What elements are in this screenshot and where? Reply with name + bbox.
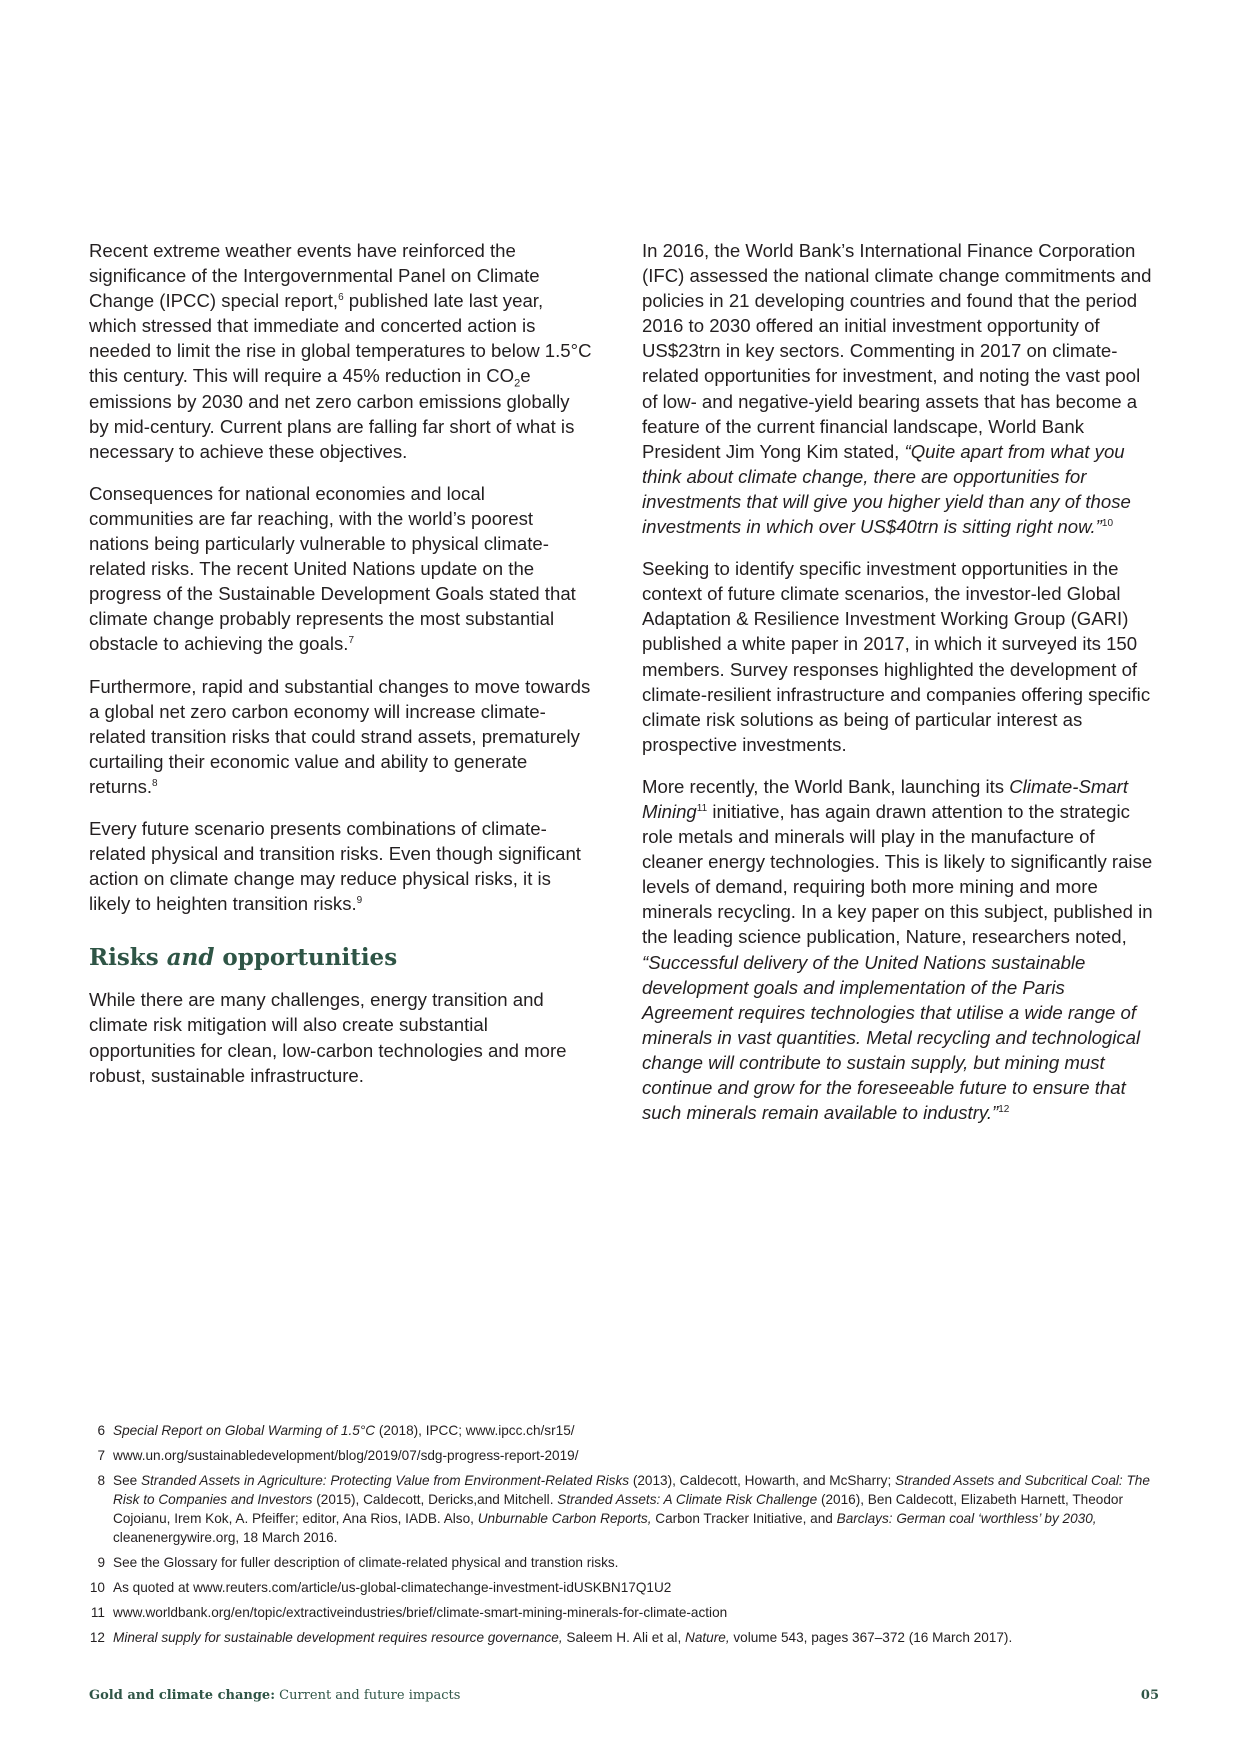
footnote [89,1578,1169,1597]
footnote-ref[interactable]: 8 [152,777,158,789]
footnote-run: (2016), Ben Caldecott, Elizabeth Harnett, Theodor Cojoianu, Irem Kok, A. Pfeiffer; editor, Ana Rios, IADB. Also, [113,1492,1123,1526]
footnote-number: 11 [90,1605,105,1620]
heading-text: Risks [89,944,167,972]
footnotes [89,1421,1169,1653]
footnote-title: Stranded Assets: A Climate Risk Challenge [557,1492,818,1507]
quote: “Quite apart from what you think about climate change, there are opportunities for investments that will give you higher yield than any of those investments in which over US$40trn is sitting right now.” [642,440,1131,538]
footnote [89,1421,1169,1440]
paragraph [89,816,594,916]
page-footer [89,1688,1159,1703]
section-heading [89,943,594,973]
footnote-title: Unburnable Carbon Reports, [477,1511,652,1526]
footnote-title: Nature, [685,1630,730,1645]
footnote-link[interactable]: www.worldbank.org/en/topic/extractiveindustries/brief/climate-smart-mining-minerals-for-climate-action [113,1605,728,1620]
footnote-title: Special Report on Global Warming of 1.5°C [113,1423,376,1438]
footnote-run: (2018), IPCC; www.ipcc.ch/sr15/ [375,1423,575,1438]
footnote-text [113,1628,1169,1647]
paragraph [642,238,1157,539]
paragraph [89,238,594,464]
footnote-title: Mineral supply for sustainable development requires resource governance, [113,1630,563,1645]
footnote-number: 9 [97,1555,105,1570]
page-number: 05 [1140,1688,1159,1703]
paragraph: While there are many challenges, energy transition and climate risk mitigation will also create substantial opportunities for clean, low-carbon technologies and more robust, sustainable infrastructure. [89,989,567,1086]
footnote-title: Barclays: German coal ‘worthless’ by 2030, [836,1511,1097,1526]
footnote-ref[interactable]: 10 [1101,517,1114,529]
footnote-text [113,1421,1169,1440]
paragraph: Seeking to identify specific investment opportunities in the context of future climate scenarios, the investor-led Global Adaptation & Resilience Investment Working Group (GARI) published a white paper in 2017, in which it surveyed its 150 members. Survey responses highlighted the development of climate-resilient infrastructure and companies offering specific climate risk solutions as being of particular interest as prospective investments. [642,558,1151,755]
right-column [642,238,1157,1142]
text-run: Consequences for national economies and local communities are far reaching, with the world’s poorest nations being particularly vulnerable to physical climate-related risks. The recent United Nations update on the progress of the Sustainable Development Goals stated that climate change probably represents the most substantial obstacle to achieving the goals. [89,482,576,655]
footnote-run: volume 543, pages 367–372 (16 March 2017). [729,1630,1013,1645]
footnote-ref[interactable]: 7 [348,635,355,647]
footnote-text: See the Glossary for fuller description of climate-related physical and transtion risks. [113,1555,619,1570]
footnote-number: 8 [97,1473,105,1488]
text-run: Every future scenario presents combinations of climate-related physical and transition risks. Even though significant action on climate change may reduce physical risks, it is likely to heighten transition risks. [89,817,581,915]
footnote-number: 12 [89,1630,105,1645]
footnote-link[interactable]: As quoted at www.reuters.com/article/us-global-climatechange-investment-idUSKBN17Q1U2 [113,1580,672,1595]
footnote [89,1603,1169,1622]
footnote-ref[interactable]: 12 [998,1103,1010,1115]
footnote-run: cleanenergywire.org, 18 March 2016. [113,1530,338,1545]
text-run: published late last year, which stressed that immediate and concerted action is needed to limit the rise in global temperatures to below 1.5°C this century. This will require a 45% reduction in CO [89,290,592,387]
footnote-ref[interactable]: 9 [356,895,363,907]
footer-title-rest: Current and future impacts [275,1688,461,1703]
text-run: e emissions by 2030 and net zero carbon emissions globally by mid-century. Current plans are falling far short of what is necessary to achieve these objectives. [89,365,575,462]
text-run: In 2016, the World Bank’s International Finance Corporation (IFC) assessed the national climate change commitments and policies in 21 developing countries and found that the period 2016 to 2030 offered an initial investment opportunity of US$23trn in key sectors. Commenting in 2017 on climate-related opportunities for investment, and noting the vast pool of low- and negative-yield bearing assets that has become a feature of the current financial landscape, World Bank President Jim Yong Kim stated, [642,240,1152,462]
footnote-run: (2015), Caldecott, Dericks,and Mitchell. [312,1492,558,1507]
footnote-run: See [113,1473,141,1488]
footnote-number: 6 [97,1423,105,1438]
footnote [89,1553,1169,1572]
footnote-number: 7 [97,1448,105,1463]
footnote-run: Carbon Tracker Initiative, and [651,1511,837,1526]
quote: “Successful delivery of the United Nations sustainable development goals and implementation of the Paris Agreement requires technologies that utilise a wide range of minerals in vast quantities. Metal recycling and technological change will contribute to sustain supply, but mining must continue and grow for the foreseeable future to ensure that such minerals remain available to industry.” [642,951,1141,1124]
text-run: Furthermore, rapid and substantial changes to move towards a global net zero carbon economy will increase climate-related transition risks that could strand assets, prematurely curtailing their economic value and ability to generate returns. [89,675,591,797]
heading-text: opportunities [214,944,398,972]
heading-emphasis: and [166,944,215,972]
paragraph [89,481,594,657]
emphasis: Climate-Smart Mining [642,775,1129,822]
footnote-link[interactable]: www.un.org/sustainabledevelopment/blog/2019/07/sdg-progress-report-2019/ [113,1448,579,1463]
footnote [89,1446,1169,1465]
text-run: More recently, the World Bank, launching its [642,775,1010,797]
paragraph [642,774,1157,1125]
subscript: 2 [514,378,521,391]
footnote-title: Stranded Assets and Subcritical Coal: The Risk to Companies and Investors [113,1473,1150,1507]
footnote-number: 10 [89,1580,105,1595]
footer-title-bold: Gold and climate change: [89,1688,275,1703]
text-run: initiative, has again drawn attention to the strategic role metals and minerals will play in the manufacture of cleaner energy technologies. This is likely to significantly raise levels of demand, requiring both more mining and more minerals recycling. In a key paper on this subject, published in the leading science publication, Nature, researchers noted, [642,800,1153,948]
left-column [89,238,594,1105]
text-run: Recent extreme weather events have reinforced the significance of the Intergovernmental Panel on Climate Change (IPCC) special report, [89,240,540,312]
footer-title [89,1688,460,1703]
footnote-text [113,1471,1169,1547]
footnote [89,1471,1169,1547]
footnote-ref[interactable]: 11 [696,802,708,814]
footnote-ref[interactable]: 6 [338,292,344,303]
footnote [89,1628,1169,1647]
footnote-run: (2013), Caldecott, Howarth, and McSharry; [629,1473,896,1488]
footnote-run: Saleem H. Ali et al, [562,1630,686,1645]
footnote-title: Stranded Assets in Agriculture: Protecting Value from Environment-Related Risks [140,1473,630,1488]
paragraph [89,674,594,799]
